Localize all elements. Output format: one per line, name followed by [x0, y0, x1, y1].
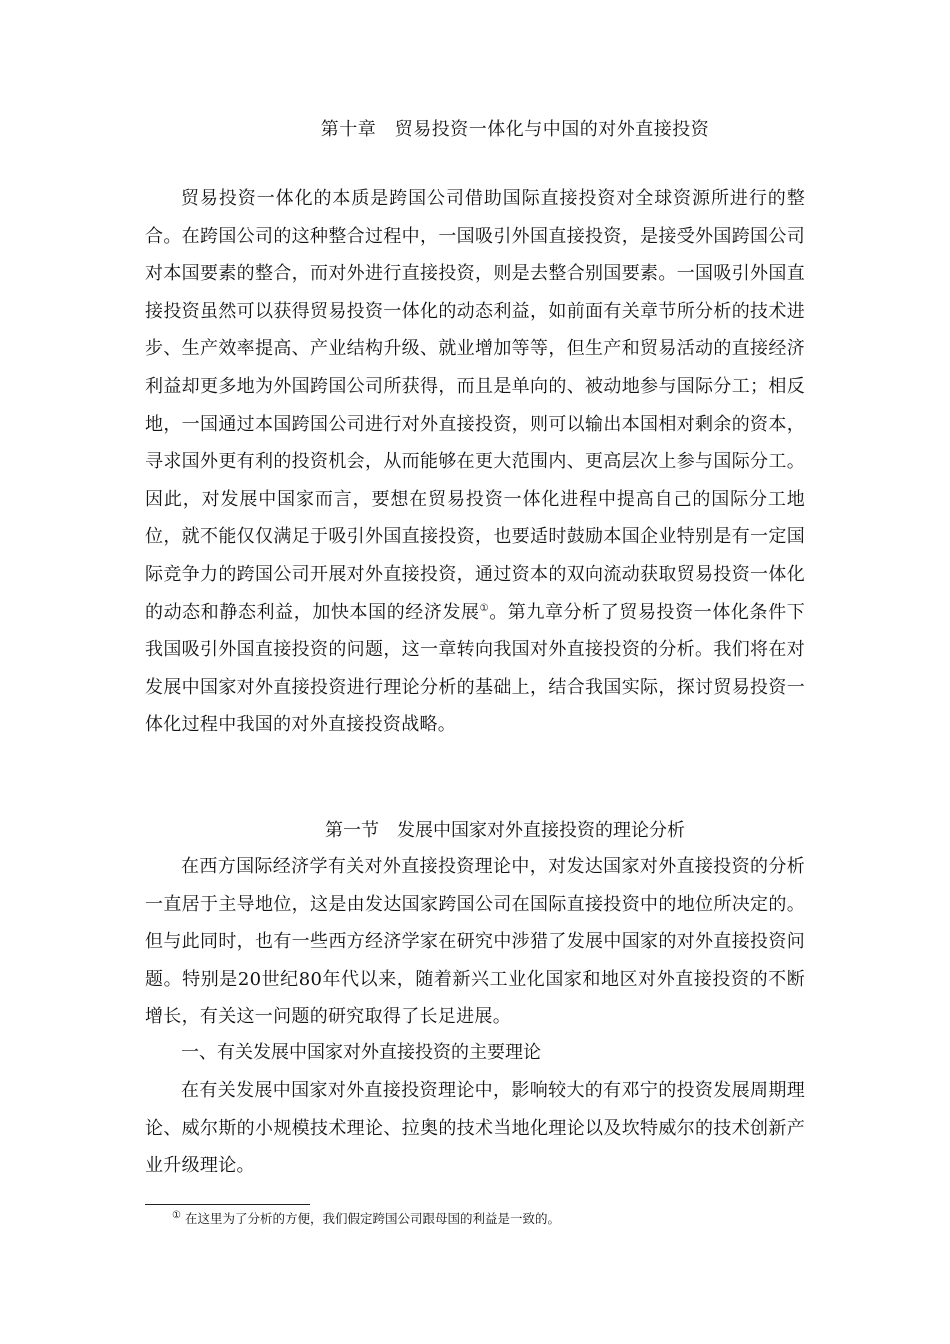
footnote-reference: ① [479, 602, 490, 614]
footnote [172, 1209, 560, 1229]
subheading: 一、有关发展中国家对外直接投资的主要理论 [181, 1042, 541, 1063]
chapter-title: 第十章 贸易投资一体化与中国的对外直接投资 [320, 119, 710, 140]
intro-paragraph [145, 180, 805, 744]
footnote-text: 在这里为了分析的方便，我们假定跨国公司跟母国的利益是一致的。 [184, 1211, 560, 1226]
footnote-marker: ① [172, 1209, 181, 1221]
intro-text-part2: 。第九章分析了贸易投资一体化条件下我国吸引外国直接投资的问题，这一章转向我国对外直接投资的分析。我们将在对发展中国家对外直接投资进行理论分析的基础上，结合我国实际，探讨贸易投资一体化过程中我国的对外直接投资战略。 [145, 601, 805, 736]
section-paragraph: 在西方国际经济学有关对外直接投资理论中，对发达国家对外直接投资的分析一直居于主导地位，这是由发达国家跨国公司在国际直接投资中的地位所决定的。但与此同时，也有一些西方经济学家在研究中涉猎了发展中国家的对外直接投资问题。特别是20世纪80年代以来，随着新兴工业化国家和地区对外直接投资的不断增长，有关这一问题的研究取得了长足进展。 [145, 856, 805, 1028]
section-title: 第一节 发展中国家对外直接投资的理论分析 [325, 820, 685, 841]
footnote-divider [145, 1204, 310, 1205]
subsection-paragraph: 在有关发展中国家对外直接投资理论中，影响较大的有邓宁的投资发展周期理论、威尔斯的小规模技术理论、拉奥的技术当地化理论以及坎特威尔的技术创新产业升级理论。 [145, 1080, 805, 1177]
intro-text-part1: 贸易投资一体化的本质是跨国公司借助国际直接投资对全球资源所进行的整合。在跨国公司的这种整合过程中，一国吸引外国直接投资，是接受外国跨国公司对本国要素的整合，而对外进行直接投资，则是去整合别国要素。一国吸引外国直接投资虽然可以获得贸易投资一体化的动态利益，如前面有关章节所分析的技术进步、生产效率提高、产业结构升级、就业增加等等，但生产和贸易活动的直接经济利益却更多地为外国跨国公司所获得，而且是单向的、被动地参与国际分工；相反地，一国通过本国跨国公司进行对外直接投资，则可以输出本国相对剩余的资本，寻求国外更有利的投资机会，从而能够在更大范围内、更高层次上参与国际分工。因此，对发展中国家而言，要想在贸易投资一体化进程中提高自己的国际分工地位，就不能仅仅满足于吸引外国直接投资，也要适时鼓励本国企业特别是有一定国际竞争力的跨国公司开展对外直接投资，通过资本的双向流动获取贸易投资一体化的动态和静态利益，加快本国的经济发展 [145, 188, 805, 623]
